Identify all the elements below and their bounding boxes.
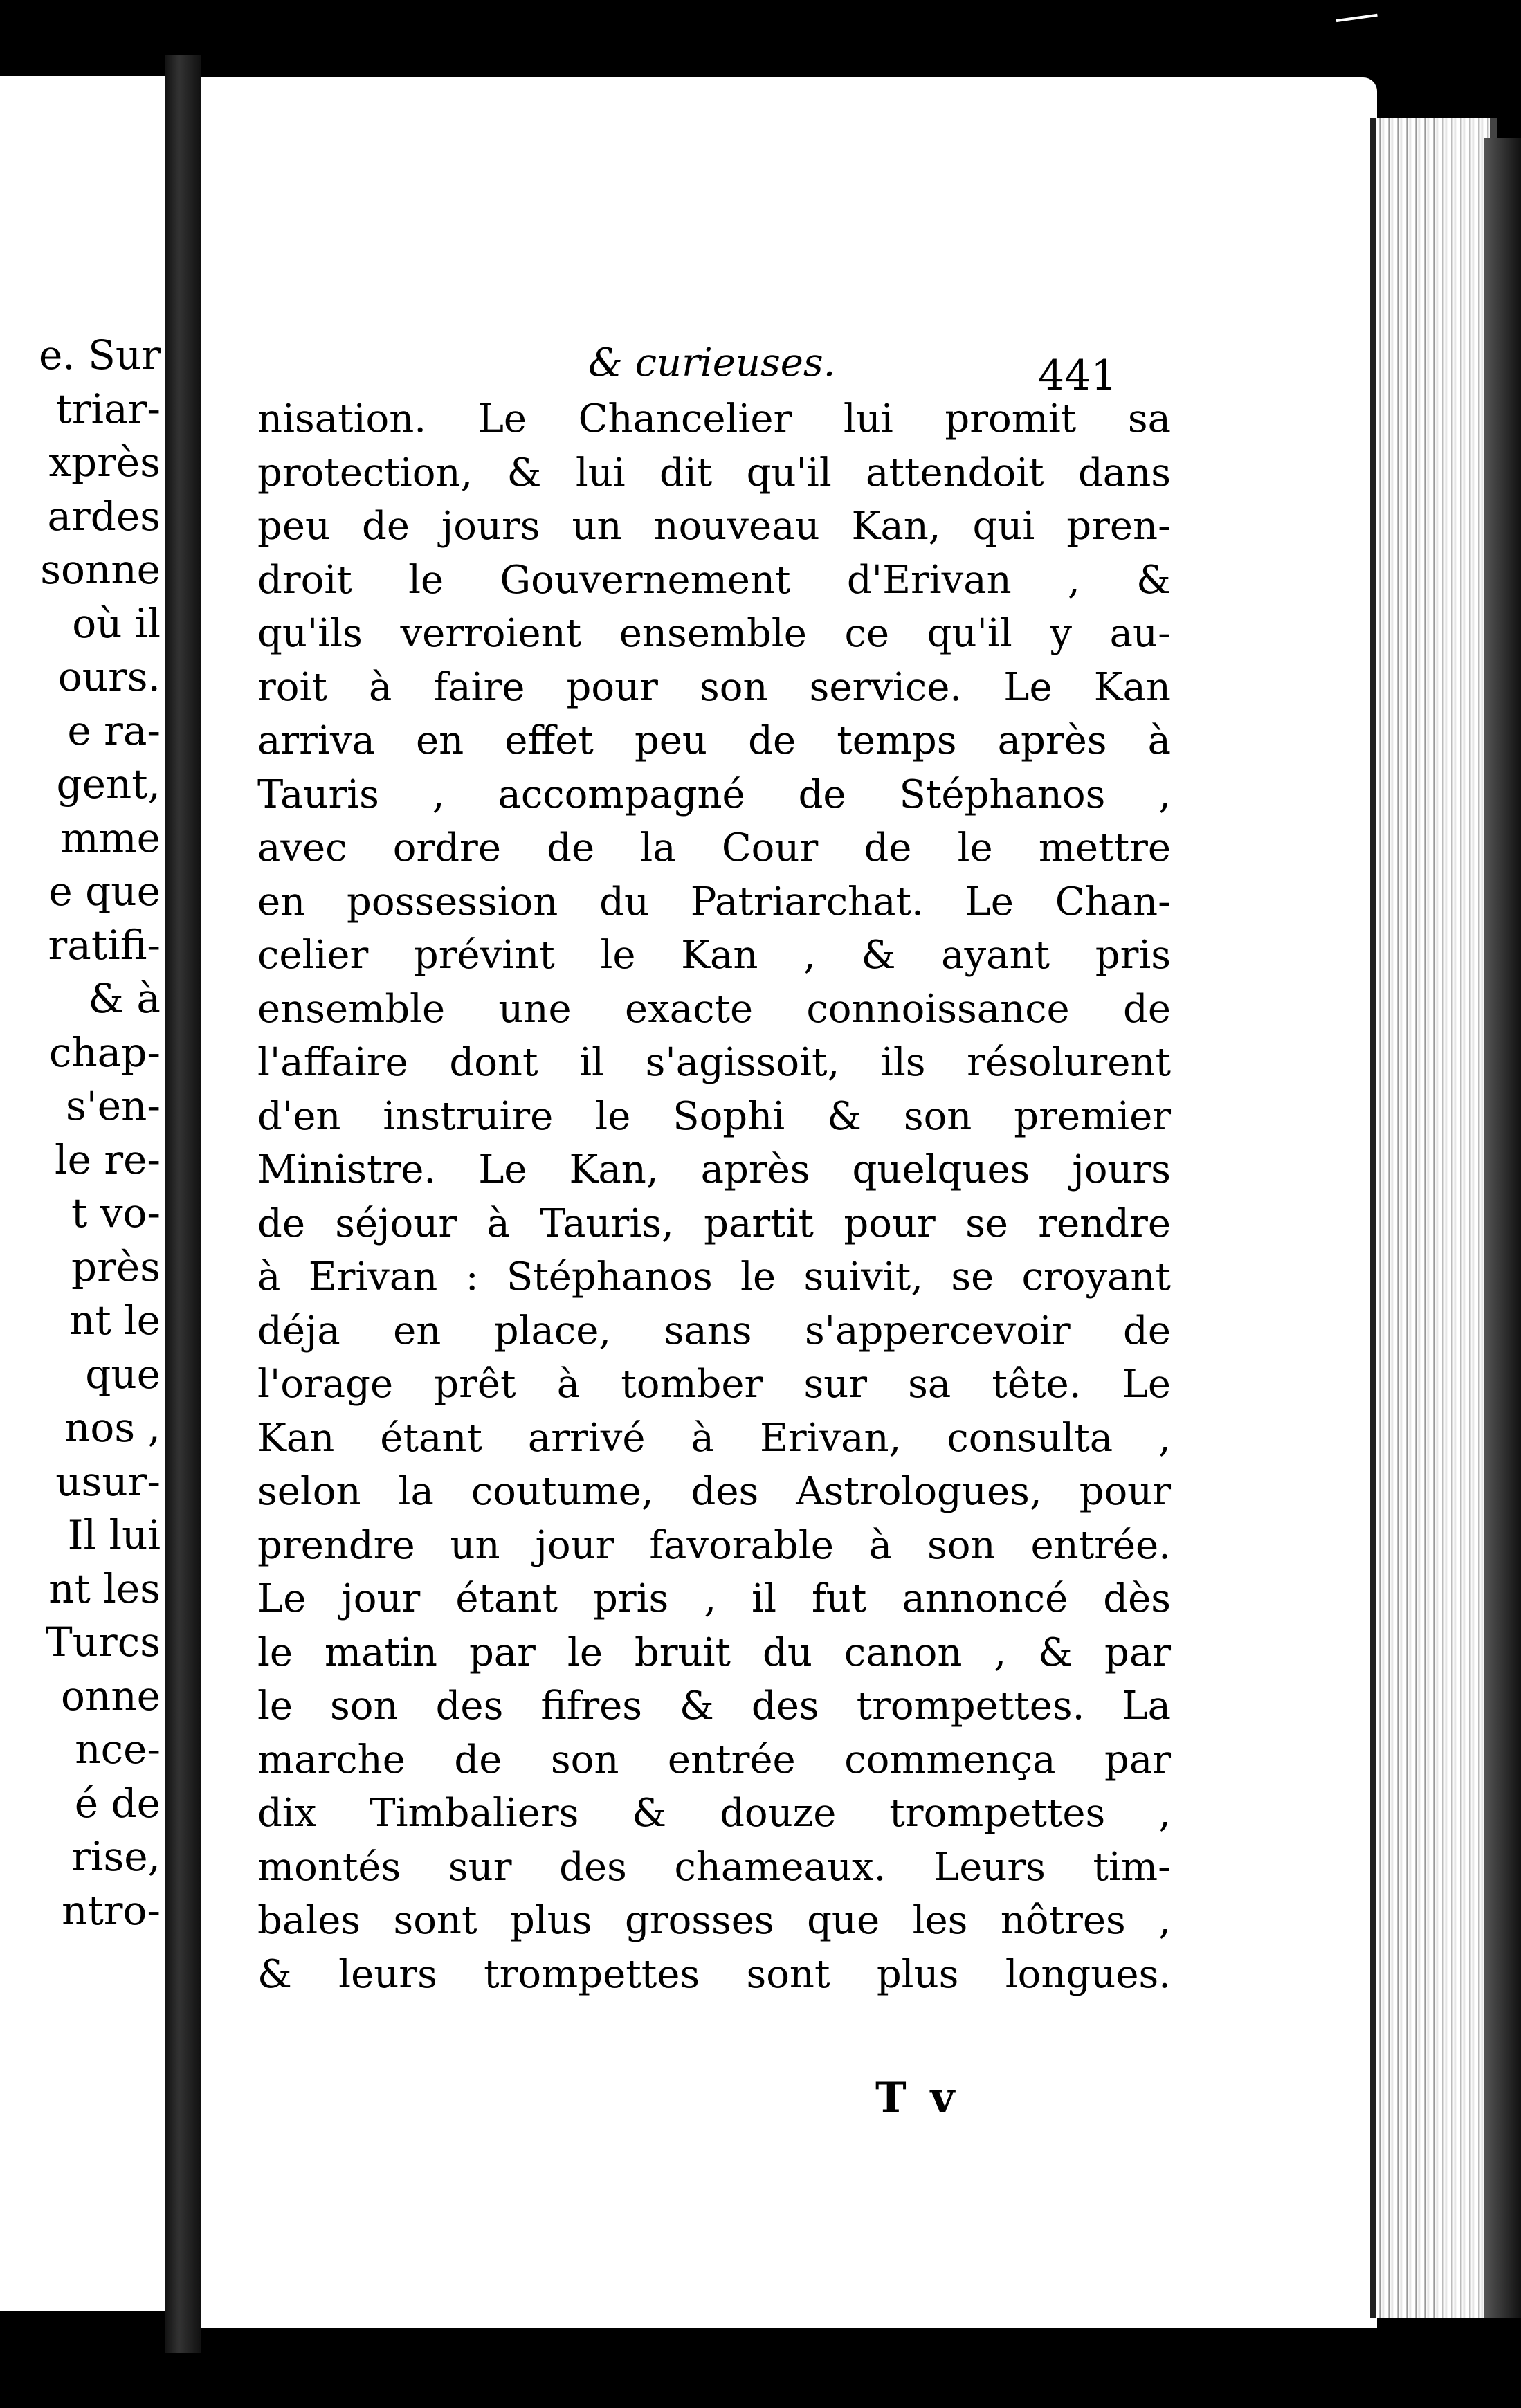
text-line: l'affaire dont il s'agissoit, ils résolurent (257, 1040, 1171, 1085)
text-line: le son des fifres & des trompettes. La (257, 1684, 1171, 1729)
left-page-line: & à (88, 975, 161, 1022)
left-page-line: nce- (75, 1726, 161, 1773)
text-line: bales sont plus grosses que les nôtres , (257, 1898, 1171, 1943)
left-page-line-ends (0, 329, 161, 1937)
left-page-line: ardes (47, 492, 161, 540)
text-line: protection, & lui dit qu'il attendoit dans (257, 450, 1171, 495)
text-line: ensemble une exacte connoissance de (257, 986, 1171, 1032)
text-line: Kan étant arrivé à Erivan, consulta , (257, 1415, 1171, 1461)
text-line: déja en place, sans s'appercevoir de (257, 1308, 1171, 1353)
running-head-title: & curieuses. (588, 340, 836, 385)
text-line: selon la coutume, des Astrologues, pour (257, 1469, 1171, 1514)
text-line: le matin par le bruit du canon , & par (257, 1630, 1171, 1675)
text-line: arriva en effet peu de temps après à (257, 718, 1171, 763)
left-page-line: où il (72, 599, 161, 647)
left-page-line: le re- (55, 1135, 161, 1183)
left-page-line: e que (48, 868, 161, 915)
page-edges-shadow (1484, 138, 1521, 2318)
text-line: droit le Gouvernement d'Erivan , & (257, 557, 1171, 603)
text-line: & leurs trompettes sont plus longues. (257, 1951, 1171, 1997)
left-page-line: chap- (48, 1028, 161, 1076)
text-line: marche de son entrée commença par (257, 1737, 1171, 1782)
text-line: en possession du Patriarchat. Le Chan- (257, 879, 1171, 924)
left-page-line: gent, (56, 760, 161, 808)
signature-mark: T v (875, 2074, 955, 2122)
text-line: montés sur des chameaux. Leurs tim- (257, 1844, 1171, 1890)
text-line: nisation. Le Chancelier lui promit sa (257, 396, 1171, 441)
left-page-line: t vo- (71, 1189, 161, 1237)
text-line: l'orage prêt à tomber sur sa tête. Le (257, 1362, 1171, 1407)
left-page-line: usur- (55, 1457, 161, 1505)
left-page-line: nt le (69, 1297, 161, 1344)
left-page-line: xprès (48, 439, 161, 486)
left-page-line: Turcs (45, 1618, 161, 1666)
page-edges (1370, 118, 1497, 2318)
left-page-line: sonne (40, 546, 161, 593)
left-page-line: é de (74, 1779, 161, 1827)
left-page-line: rise, (71, 1833, 161, 1880)
left-page-line: nt les (48, 1565, 161, 1612)
left-page-line: nos , (64, 1404, 161, 1451)
text-line: avec ordre de la Cour de le mettre (257, 826, 1171, 870)
book-gutter (165, 55, 201, 2353)
text-line: de séjour à Tauris, partit pour se rendre (257, 1201, 1171, 1246)
left-page-line: onne (61, 1672, 161, 1720)
left-page-line: près (71, 1243, 161, 1290)
text-line: peu de jours un nouveau Kan, qui pren- (257, 504, 1171, 549)
left-page-line: ntro- (62, 1886, 161, 1934)
text-line: dix Timbaliers & douze trompettes , (257, 1791, 1171, 1836)
right-page (201, 77, 1377, 2328)
text-line: roit à faire pour son service. Le Kan (257, 664, 1171, 710)
left-page-line: Il lui (67, 1511, 161, 1558)
body-text (257, 392, 1171, 2001)
left-page-line: s'en- (66, 1082, 161, 1129)
running-head (201, 334, 1377, 400)
corner-mark (1335, 7, 1377, 22)
text-line: prendre un jour favorable à son entrée. (257, 1522, 1171, 1568)
left-page-line: e ra- (67, 706, 161, 754)
left-page-line: e. Sur (38, 331, 161, 378)
text-line: Tauris , accompagné de Stéphanos , (257, 772, 1171, 817)
text-line: qu'ils verroient ensemble ce qu'il y au- (257, 611, 1171, 656)
text-line: celier prévint le Kan , & ayant pris (257, 933, 1171, 978)
left-page-line: ours. (57, 653, 161, 700)
text-line: Ministre. Le Kan, après quelques jours (257, 1147, 1171, 1192)
page-number: 441 (1038, 352, 1118, 400)
text-line: d'en instruire le Sophi & son premier (257, 1093, 1171, 1139)
text-line: à Erivan : Stéphanos le suivit, se croyant (257, 1255, 1171, 1299)
left-page-line: mme (60, 814, 161, 861)
left-page-line: ratifi- (48, 921, 161, 969)
left-page-line: que (85, 1350, 161, 1398)
left-page-line: triar- (55, 385, 161, 432)
left-page-fragment (0, 76, 167, 2311)
text-line: Le jour étant pris , il fut annoncé dès (257, 1576, 1171, 1621)
